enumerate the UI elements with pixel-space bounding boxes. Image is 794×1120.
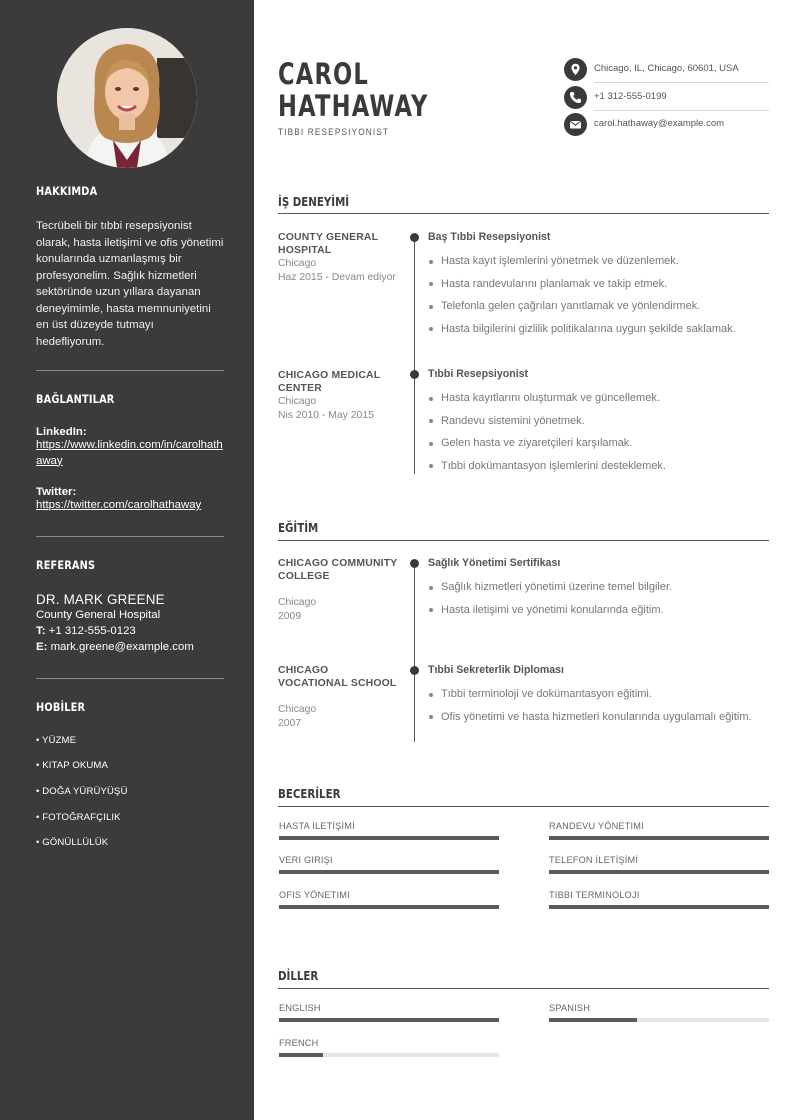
list-item: Sağlık hizmetleri yönetimi üzerine temel bilgiler. — [428, 580, 769, 595]
school-org: CHICAGO VOCATIONAL SCHOOL — [278, 665, 397, 689]
school-city: Chicago — [278, 704, 317, 715]
twitter-entry — [36, 486, 224, 514]
skill-bar — [549, 821, 769, 831]
job-city: Chicago — [278, 396, 317, 407]
job-role: Tıbbi Resepsiyonist — [428, 368, 529, 380]
degree-details — [428, 580, 769, 625]
skill-track — [549, 836, 769, 840]
twitter-label: Twitter: — [36, 486, 77, 498]
language-bar — [279, 1038, 499, 1048]
skill-track — [279, 905, 499, 909]
envelope-icon — [564, 113, 587, 136]
job-meta — [278, 395, 398, 423]
job-title: TIBBI RESEPSIYONIST — [278, 126, 390, 137]
job-org: COUNTY GENERAL HOSPITAL — [278, 232, 378, 256]
skill-label: HASTA İLETİŞİMİ — [279, 821, 355, 831]
job-role: Baş Tıbbi Resepsiyonist — [428, 231, 551, 243]
reference-phone: +1 312-555-0123 — [48, 625, 136, 637]
skill-fill — [549, 905, 769, 909]
list-item: Tıbbi dokümantasyon işlemlerini desteklemek. — [428, 459, 769, 474]
contact-phone: +1 312-555-0199 — [594, 91, 667, 102]
degree: Sağlık Yönetimi Sertifikası — [428, 557, 561, 569]
location-pin-icon — [564, 58, 587, 81]
list-item: Hasta randevularını planlamak ve takip etmek. — [428, 277, 769, 292]
section-rule — [278, 213, 769, 214]
school-meta — [278, 703, 398, 731]
skill-fill — [279, 905, 499, 909]
language-bar — [549, 1003, 769, 1013]
first-name: CAROL — [278, 57, 370, 91]
about-section — [36, 184, 224, 198]
list-item: Hasta iletişimi ve yönetimi konularında eğitim. — [428, 603, 769, 618]
divider — [36, 678, 224, 679]
skill-bar — [279, 855, 499, 865]
language-bar — [279, 1003, 499, 1013]
language-label: ENGLISH — [279, 1003, 321, 1013]
list-item: Ofis yönetimi ve hasta hizmetleri konularında uygulamalı eğitim. — [428, 710, 769, 725]
contact-email: carol.hathaway@example.com — [594, 118, 725, 129]
skill-label: TELEFON İLETİŞİMİ — [549, 855, 639, 865]
timeline-line — [414, 234, 415, 474]
references-heading: REFERANS — [36, 558, 96, 572]
list-item: Hasta kayıtlarını oluşturmak ve güncellemek. — [428, 391, 769, 406]
reference-phone-label: T: — [36, 625, 46, 637]
about-text: Tecrübeli bir tıbbi resepsiyonist olarak, hasta iletişimi ve ofis yönetimi konularında uzmanlaşmış bir profesyonelim. Sağlık hizmetleri sektöründe uzun yıllara dayanan deneyimimle, hasta memnuniyetini en üst düzeyde tutmayı hedefliyorum. — [36, 220, 224, 348]
hobby-item: • YÜZME — [36, 735, 77, 746]
phone-icon — [564, 86, 587, 109]
linkedin-link[interactable]: https://www.linkedin.com/in/carolhathaway — [36, 439, 223, 467]
links-heading: BAĞLANTILAR — [36, 392, 115, 406]
timeline-dot — [410, 233, 419, 242]
list-item: Telefonla gelen çağrıları yanıtlamak ve yönlendirmek. — [428, 299, 769, 314]
skill-bar — [279, 821, 499, 831]
skill-label: TIBBI TERMINOLOJI — [549, 890, 640, 900]
sidebar — [0, 0, 254, 1120]
skills-heading: BECERİLER — [278, 786, 341, 801]
references-section — [36, 558, 224, 572]
skill-fill — [549, 870, 769, 874]
skill-fill — [549, 836, 769, 840]
reference-email-label: E: — [36, 641, 48, 653]
links-section — [36, 392, 224, 406]
divider — [36, 370, 224, 371]
profile-photo — [57, 28, 197, 168]
section-rule — [278, 806, 769, 807]
job-meta — [278, 257, 398, 285]
timeline-dot — [410, 370, 419, 379]
hobby-item: • GÖNÜLLÜLÜK — [36, 837, 109, 848]
contact-phone-row — [564, 86, 769, 113]
languages-heading: DİLLER — [278, 968, 319, 983]
language-track — [279, 1018, 499, 1022]
divider — [594, 82, 769, 83]
hobbies-section — [36, 700, 224, 714]
hobby-item: • DOĞA YÜRÜYÜŞÜ — [36, 786, 128, 797]
skill-bar — [279, 890, 499, 900]
job-dates: Haz 2015 - Devam ediyor — [278, 272, 396, 283]
degree-details — [428, 687, 769, 732]
section-rule — [278, 540, 769, 541]
education-heading: EĞİTİM — [278, 520, 319, 535]
list-item: Gelen hasta ve ziyaretçileri karşılamak. — [428, 436, 769, 451]
language-fill — [279, 1018, 499, 1022]
list-item: Tıbbi terminoloji ve dokümantasyon eğitimi. — [428, 687, 769, 702]
contact-address: Chicago, IL, Chicago, 60601, USA — [594, 63, 739, 74]
linkedin-entry — [36, 426, 224, 469]
reference-entry — [36, 592, 224, 655]
skill-bar — [549, 855, 769, 865]
language-label: FRENCH — [279, 1038, 319, 1048]
language-track — [549, 1018, 769, 1022]
experience-heading: İŞ DENEYİMİ — [278, 194, 350, 209]
about-heading: HAKKIMDA — [36, 184, 98, 198]
language-track — [279, 1053, 499, 1057]
list-item: Randevu sistemini yönetmek. — [428, 414, 769, 429]
school-dates: 2007 — [278, 718, 302, 729]
skill-track — [549, 870, 769, 874]
skill-fill — [279, 870, 499, 874]
list-item: Hasta kayıt işlemlerini yönetmek ve düzenlemek. — [428, 254, 769, 269]
school-meta — [278, 596, 398, 624]
reference-email-line — [36, 639, 224, 655]
reference-org: County General Hospital — [36, 609, 161, 621]
reference-phone-line — [36, 623, 224, 639]
skill-label: RANDEVU YÖNETIMI — [549, 821, 644, 831]
list-item: Hasta bilgilerini gizlilik politikalarına uygun şekilde saklamak. — [428, 322, 769, 337]
timeline-dot — [410, 666, 419, 675]
degree: Tıbbi Sekreterlik Diploması — [428, 664, 564, 676]
skill-fill — [279, 836, 499, 840]
hobbies-heading: HOBİLER — [36, 700, 86, 714]
language-fill — [279, 1053, 323, 1057]
skill-label: VERI GIRIŞI — [279, 855, 333, 865]
section-rule — [278, 988, 769, 989]
twitter-link[interactable]: https://twitter.com/carolhathaway — [36, 499, 202, 511]
job-org: CHICAGO MEDICAL CENTER — [278, 370, 381, 394]
skill-track — [279, 836, 499, 840]
linkedin-label: LinkedIn: — [36, 426, 87, 438]
timeline-dot — [410, 559, 419, 568]
job-duties — [428, 391, 769, 481]
last-name: HATHAWAY — [278, 89, 429, 123]
divider — [36, 536, 224, 537]
contact-address-row — [564, 58, 769, 85]
language-fill — [549, 1018, 637, 1022]
school-dates: 2009 — [278, 611, 302, 622]
school-org: CHICAGO COMMUNITY COLLEGE — [278, 558, 398, 582]
reference-email: mark.greene@example.com — [50, 641, 194, 653]
divider — [594, 110, 769, 111]
skill-bar — [549, 890, 769, 900]
hobby-item: • KITAP OKUMA — [36, 760, 109, 771]
skill-track — [279, 870, 499, 874]
timeline-line — [414, 560, 415, 742]
contact-email-row — [564, 113, 769, 140]
language-label: SPANISH — [549, 1003, 591, 1013]
job-duties — [428, 254, 769, 344]
skill-label: OFIS YÖNETIMI — [279, 890, 350, 900]
job-dates: Nis 2010 - May 2015 — [278, 410, 374, 421]
school-city: Chicago — [278, 597, 317, 608]
job-city: Chicago — [278, 258, 317, 269]
hobby-item: • FOTOĞRAFÇILIK — [36, 812, 121, 823]
reference-name: DR. MARK GREENE — [36, 592, 165, 607]
skill-track — [549, 905, 769, 909]
